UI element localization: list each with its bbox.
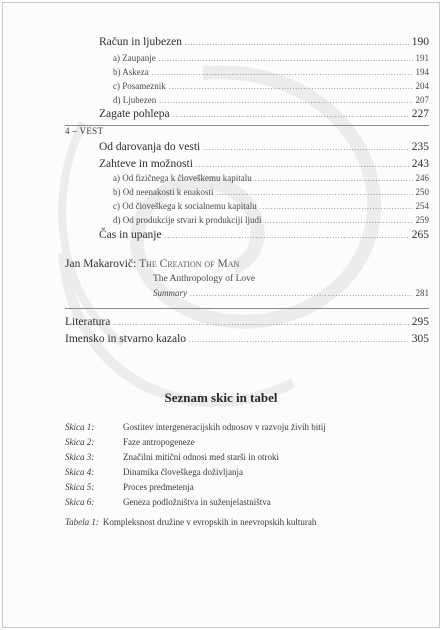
toc-entry[interactable]: Imensko in stvarno kazalo ..... 305 [65, 333, 429, 345]
page-number: 204 [415, 81, 429, 91]
page-number: 194 [415, 67, 429, 77]
toc-entry[interactable]: Zahteve in možnosti ..... 243 [99, 158, 429, 170]
section-heading: Seznam skic in tabel [164, 390, 278, 405]
english-subtitle: The Anthropology of Love [153, 274, 256, 284]
toc-subentry[interactable]: c) Od človeškega k socialnemu kapitalu ..... 254 [113, 201, 429, 211]
english-title-line [65, 258, 239, 270]
page-number: 259 [415, 215, 429, 225]
toc-subentry[interactable]: d) Od produkcije stvari k produkciji ljudi ..... 259 [113, 215, 429, 225]
page-number: 235 [411, 141, 429, 153]
toc-subentry[interactable]: c) Posameznik ..... 204 [113, 81, 429, 91]
page-number: 243 [411, 158, 429, 170]
sketch-item: Skica 1: Gostitev intergeneracijskih odnosov v razvoju živih bitij [65, 422, 326, 432]
english-title: The Creation of Man [139, 258, 240, 270]
page-number: 295 [411, 316, 429, 328]
toc-subentry[interactable]: d) Ljubezen ..... 207 [113, 95, 429, 105]
part-label: 4 – VEST [65, 126, 104, 136]
page-number: 246 [415, 173, 429, 183]
toc-entry[interactable]: Zagate pohlepa ..... 227 [99, 108, 429, 120]
page-number: 254 [415, 201, 429, 211]
page-number: 265 [411, 229, 429, 241]
sketch-item: Skica 3: Značilni mitični odnosi med starši in otroki [65, 452, 279, 462]
page-number: 227 [411, 108, 429, 120]
part-divider [65, 125, 429, 126]
table-item: Tabela 1: Kompleksnost družine v evropskih in neevropskih kulturah [65, 517, 317, 527]
toc-entry[interactable]: Čas in upanje ..... 265 [99, 229, 429, 241]
toc-entry[interactable]: Literatura ..... 295 [65, 316, 429, 328]
sketch-item: Skica 4: Dinamika človeškega doživljanja [65, 467, 243, 477]
page-number: 190 [411, 36, 429, 48]
sketch-item: Skica 6: Geneza podložništva in suženjelastništva [65, 497, 271, 507]
page-number: 191 [415, 53, 429, 63]
toc-subentry[interactable]: a) Zaupanje ..... 191 [113, 53, 429, 63]
toc-subentry[interactable]: a) Od fizičnega k človeškemu kapitalu ..... 246 [113, 173, 429, 183]
page-number: 281 [415, 288, 429, 298]
toc-entry-summary[interactable]: Summary ..... 281 [153, 288, 429, 298]
author-name: Jan Makarovič: [65, 258, 137, 270]
section-divider [65, 308, 429, 309]
page-number: 207 [415, 95, 429, 105]
sketch-item: Skica 5: Proces predmetenja [65, 482, 194, 492]
page-number: 250 [415, 187, 429, 197]
toc-entry[interactable]: Od darovanja do vesti ..... 235 [99, 141, 429, 153]
book-page [2, 2, 440, 628]
sketch-item: Skica 2: Faze antropogeneze [65, 437, 195, 447]
toc-subentry[interactable]: b) Askeza ..... 194 [113, 67, 429, 77]
toc-entry[interactable]: Račun in ljubezen ..... 190 [99, 36, 429, 48]
page-number: 305 [411, 333, 429, 345]
toc-subentry[interactable]: b) Od neenakosti k enakosti ..... 250 [113, 187, 429, 197]
